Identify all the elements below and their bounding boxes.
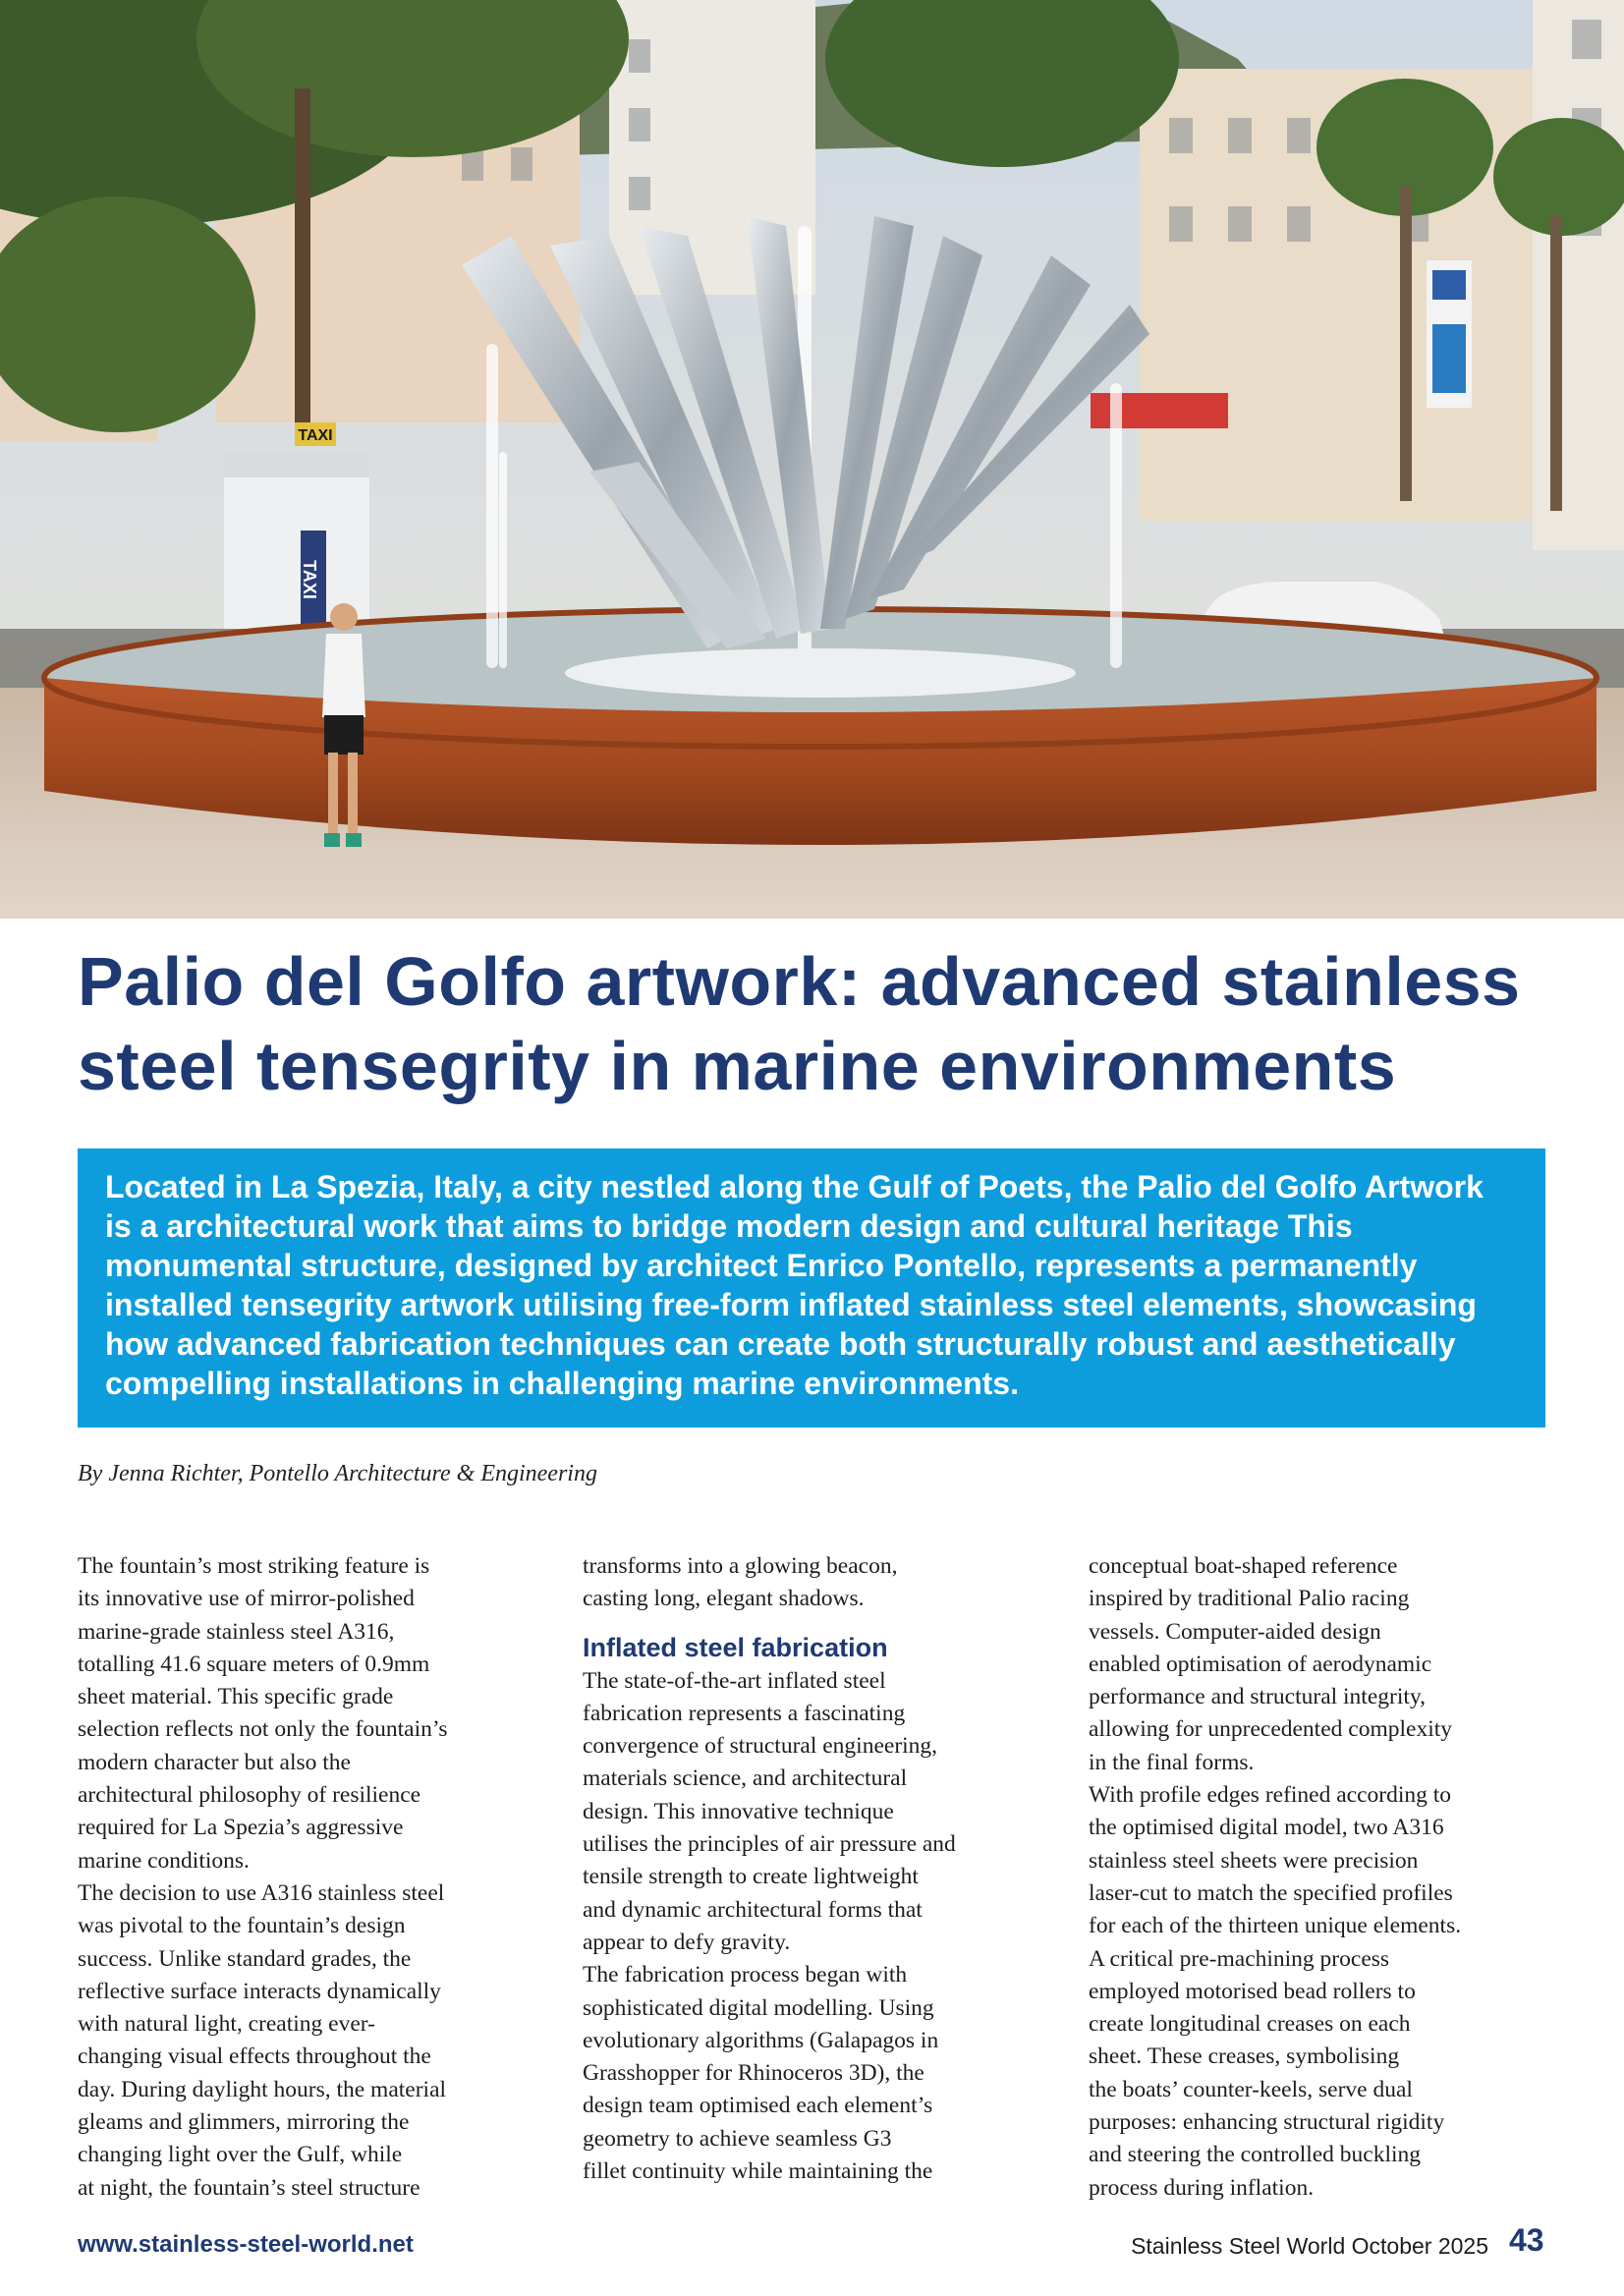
body-paragraph: The fabrication process began with sophisticated digital modelling. Using evolutionary algorithms (Galapagos in Grasshopper for Rhinoceros 3D), the design team optimised each element’s geometry to achieve seamless G3 fillet continuity while maintaining the — [583, 1962, 939, 2185]
body-paragraph: The decision to use A316 stainless steel was pivotal to the fountain’s design success. Unlike standard grades, the reflective surface interacts dynamically with natural light, creating ever- changing visual effects throughout the day. During daylight hours, the material gleams and glimmers, mirroring the changing light over the Gulf, while at night, the fountain’s steel structure — [78, 1879, 447, 2201]
section-heading: Inflated steel fabrication — [583, 1632, 888, 1662]
intro-box — [78, 1148, 1545, 1428]
footer-website-link[interactable]: www.stainless-steel-world.net — [78, 2231, 414, 2258]
body-paragraph: The state-of-the-art inflated steel fabrication represents a fascinating convergence of structural engineering, materials science, and architectural design. This innovative technique utilises the principles of air pressure and tensile strength to create lightweight and dynamic architectural forms that appear to defy gravity. — [583, 1667, 956, 1955]
article-title — [78, 939, 1571, 1108]
article-title-line1: Palio del Golfo artwork: advanced stainless — [78, 943, 1521, 1020]
article-title-line2: steel tensegrity in marine environments — [78, 1028, 1397, 1104]
body-column-3 — [1089, 1550, 1560, 2205]
taxi-kiosk-label: TAXI — [300, 560, 319, 599]
body-paragraph: transforms into a glowing beacon, casting long, elegant shadows. — [583, 1553, 898, 1612]
page-number: 43 — [1509, 2222, 1544, 2258]
byline: By Jenna Richter, Pontello Architecture & Engineering — [78, 1461, 597, 1486]
fountain-photo-illustration — [0, 0, 1624, 919]
hero-photo — [0, 0, 1624, 919]
body-paragraph: conceptual boat-shaped reference inspired by traditional Palio racing vessels. Computer-aided design enabled optimisation of aerodynamic performance and structural integrity, allowing for unprecedented complexity in the final forms. — [1089, 1553, 1452, 1775]
intro-text: Located in La Spezia, Italy, a city nestled along the Gulf of Poets, the Palio del Golfo Artwork is a architectural work that aims to bridge modern design and cultural heritage This monumental structure, designed by architect Enrico Pontello, represents a permanently installed tensegrity artwork utilising free-form inflated stainless steel elements, showcasing how advanced fabrication techniques can create both structurally robust and aesthetically compelling installations in challenging marine environments. — [105, 1169, 1484, 1401]
body-column-2 — [583, 1550, 1054, 2188]
body-column-1 — [78, 1550, 549, 2205]
body-paragraph: The fountain’s most striking feature is its innovative use of mirror-polished marine-grade stainless steel A316, totalling 41.6 square meters of 0.9mm sheet material. This specific grade selection reflects not only the fountain’s modern character but also the architectural philosophy of resilience required for La Spezia’s aggressive marine conditions. — [78, 1553, 448, 1874]
taxi-sign: TAXI — [298, 427, 333, 444]
footer-magazine-issue: Stainless Steel World October 2025 — [1131, 2233, 1488, 2259]
body-paragraph: With profile edges refined according to the optimised digital model, two A316 stainless steel sheets were precision laser-cut to match the specified profiles for each of the thirteen unique elements. A critical pre-machining process employed motorised bead rollers to create longitudinal creases on each sheet. These creases, symbolising the boats’ counter-keels, serve dual purposes: enhancing structural rigidity and steering the controlled buckling process during inflation. — [1089, 1782, 1462, 2201]
